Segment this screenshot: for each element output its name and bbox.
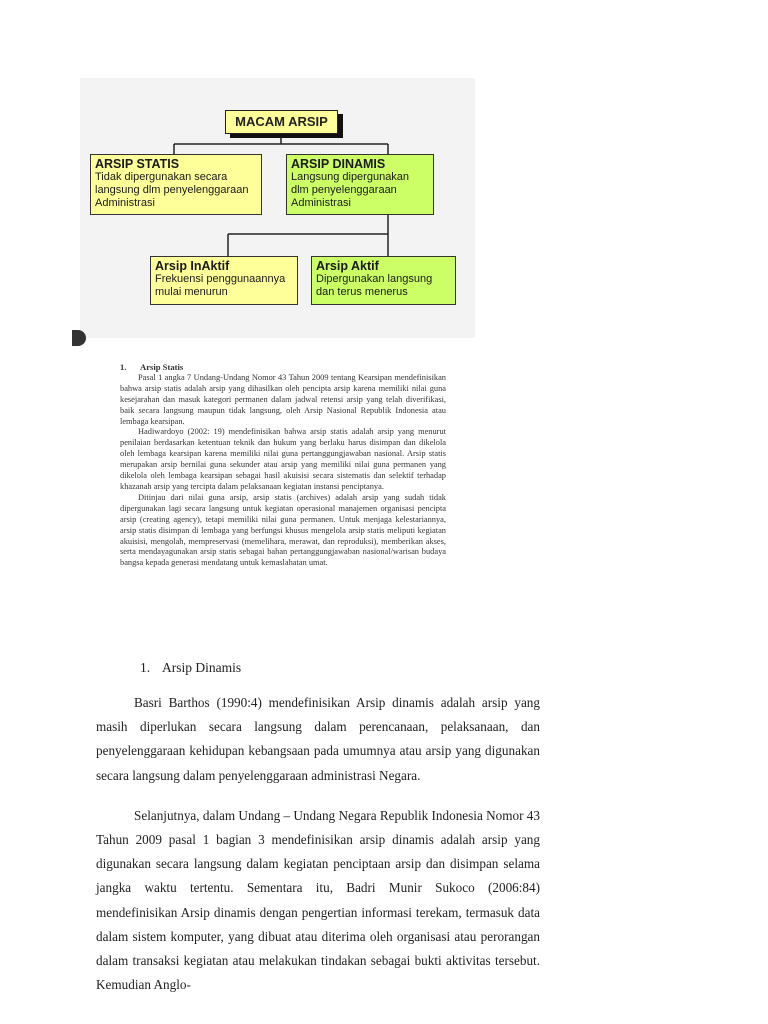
root-node: MACAM ARSIP — [225, 110, 338, 134]
node-line: Frekuensi penggunaannya — [155, 273, 286, 285]
section-number: 1. — [140, 660, 151, 675]
node-arsip-statis — [90, 154, 262, 215]
paragraph: Ditinjau dari nilai guna arsip, arsip statis (archives) adalah arsip yang sudah tidak dipergunakan lagi secara langsung untuk kegiatan operasional manajemen organisasi pencipta arsip (creating agency), tetapi memiliki nilai guna permanen. Untuk menjaga kelestariannya, arsip statis disimpan di lembaga yang berfungsi khusus mengelola arsip statis meliputi kegiatan akuisisi, mengolah, mempreservasi (memelihara, merawat, dan reproduksi), memberikan akses, serta mendayagunakan arsip statis sebagai bahan pertanggungjawaban nasional/warisan budaya bangsa kepada generasi mendatang untuk kemaslahatan umat. — [120, 492, 446, 568]
section-title: Arsip Dinamis — [162, 660, 242, 675]
node-title: Arsip InAktif — [155, 259, 230, 273]
section-heading — [120, 362, 446, 373]
node-line: Administrasi — [95, 197, 155, 209]
node-line: Administrasi — [291, 197, 351, 209]
arsip-statis-section — [120, 362, 446, 569]
section-number: 1. — [120, 362, 127, 372]
section-heading — [140, 660, 540, 676]
node-line: mulai menurun — [155, 286, 228, 298]
node-title: ARSIP STATIS — [95, 157, 180, 171]
section-title: Arsip Statis — [140, 362, 184, 372]
node-title: ARSIP DINAMIS — [291, 157, 386, 171]
paragraph: Basri Barthos (1990:4) mendefinisikan Arsip dinamis adalah arsip yang masih diperlukan secara langsung dalam perencanaan, pelaksanaan, dan penyelenggaraan kehidupan kebangsaan pada umumnya atau arsip yang digunakan secara langsung dalam penyelenggaraan administrasi Negara. — [96, 695, 540, 783]
node-line: dlm penyelenggaraan — [291, 184, 397, 196]
node-line: Langsung dipergunakan — [291, 171, 410, 183]
node-title: Arsip Aktif — [316, 259, 379, 273]
node-arsip-aktif — [311, 256, 456, 305]
macam-arsip-diagram — [80, 78, 475, 338]
node-line: Tidak dipergunakan secara — [95, 171, 228, 183]
node-arsip-inaktif — [150, 256, 298, 305]
node-arsip-dinamis — [286, 154, 434, 215]
node-line: Dipergunakan langsung — [316, 273, 433, 285]
node-line: dan terus menerus — [316, 286, 408, 298]
slide-edge-mark — [72, 330, 86, 346]
paragraph: Hadiwardoyo (2002: 19) mendefinisikan bahwa arsip statis adalah arsip yang menurut penilaian berdasarkan ketentuan teknik dan hukum yang berlaku harus disimpan dan dikelola oleh lembaga kearsipan karena memiliki nilai guna pertanggungjawaban nasional. Arsip statis merupakan arsip bernilai guna sekunder atau arsip yang memiliki nilai guna permanen yang dikelola oleh lembaga kearsipan sebagai hasil akuisisi secara sistematis dan selektif terhadap khazanah arsip yang tercipta dalam pelaksanaan kegiatan instansi penciptanya. — [120, 427, 446, 491]
paragraph: Selanjutnya, dalam Undang – Undang Negara Republik Indonesia Nomor 43 Tahun 2009 pasal 1 bagian 3 mendefinisikan arsip dinamis adalah arsip yang digunakan secara langsung dalam kegiatan penciptaan arsip dan disimpan selama jangka waktu tertentu. Sementara itu, Badri Munir Sukoco (2006:84) mendefinisikan Arsip dinamis dengan pengertian informasi terekam, termasuk data dalam sistem komputer, yang dibuat atau diterima oleh organisasi atau perorangan dalam transaksi kegiatan atau melakukan tindakan sebagai bukti aktivitas tersebut. Kemudian Anglo- — [96, 807, 540, 993]
arsip-dinamis-section — [96, 660, 540, 1013]
paragraph: Pasal 1 angka 7 Undang-Undang Nomor 43 Tahun 2009 tentang Kearsipan mendefinisikan bahwa arsip statis adalah arsip yang dihasilkan oleh pencipta arsip karena memiliki nilai guna kesejarahan dan masuk kategori permanen dalam jadwal retensi arsip yang telah diverifikasi, baik secara langsung maupun tidak langsung, oleh Arsip Nasional Republik Indonesia atau lembaga kearsipan. — [120, 372, 446, 426]
node-line: langsung dlm penyelenggaraan — [95, 184, 249, 196]
